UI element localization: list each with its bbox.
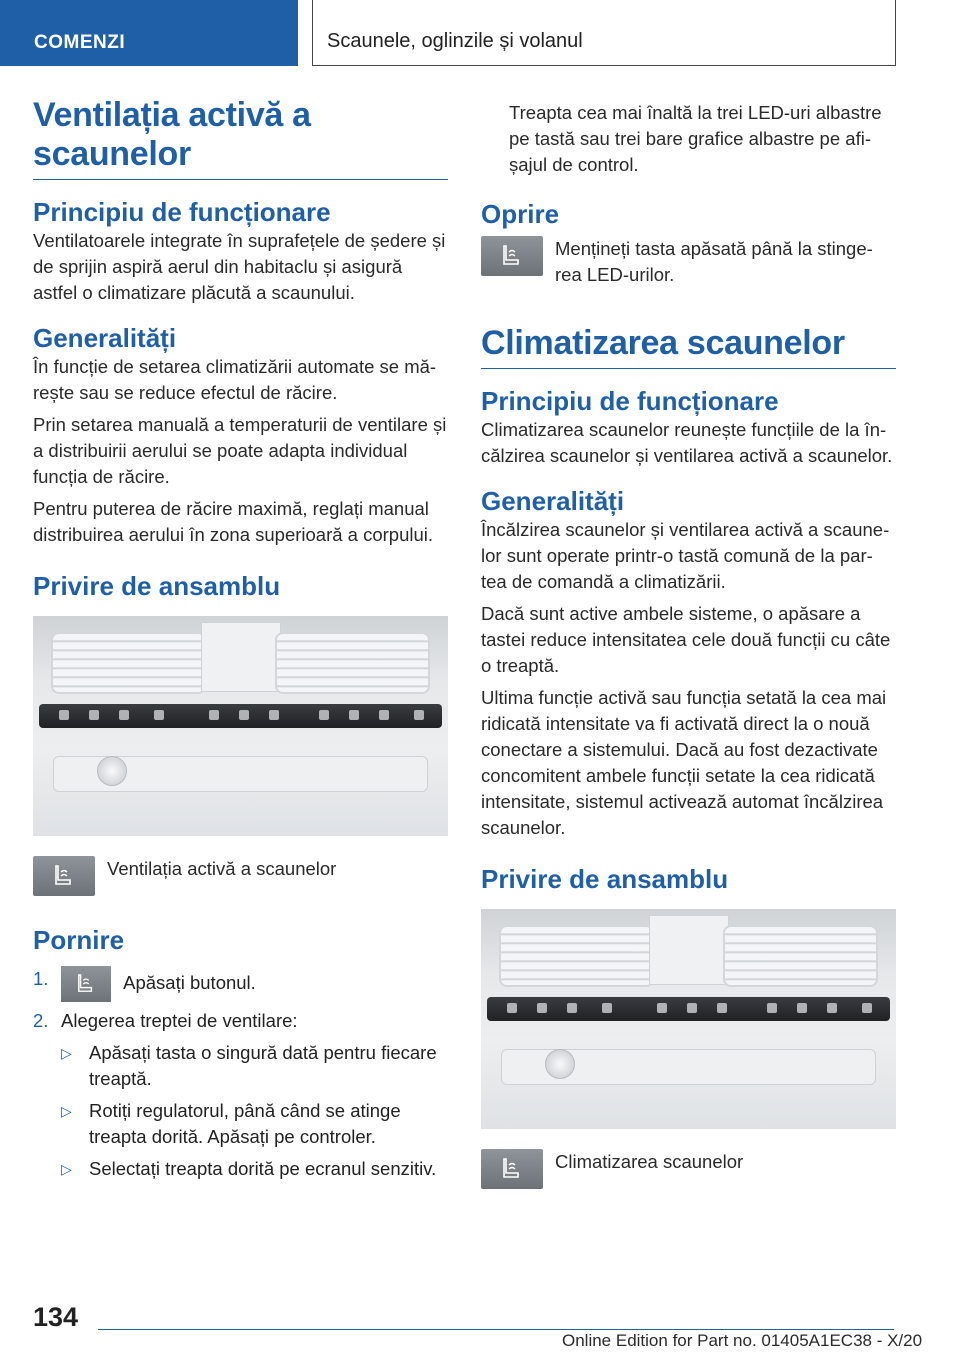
paragraph-principle: Ventilatoarele integrate în suprafețele de ședere și de sprijin aspiră aerul din habitaclu și asigură astfel o climatizare plăcută a scaunului.	[33, 230, 446, 303]
icon-caption: Ventilația activă a scaunelor	[107, 858, 337, 879]
heading-principle: Principiu de funcționare	[33, 197, 331, 227]
paragraph-top: Treapta cea mai înaltă la trei LED-uri albastre pe tastă sau trei bare grafice albastre pe afi‐ șajul de control.	[509, 102, 882, 175]
section-title-climate: Climatizarea scaunelor	[481, 324, 896, 369]
step-text: Apăsați butonul.	[123, 971, 256, 993]
air-vent-left	[51, 632, 206, 694]
section-title-ventilation: Ventilația activă a scaunelor	[33, 96, 448, 180]
triangle-bullet-icon: ▷	[61, 1161, 72, 1177]
seat-ventilation-icon	[481, 236, 543, 276]
substep: ▷ Rotiți regulatorul, până când se atinge treapta dorită. Apăsați pe controler.	[61, 1100, 401, 1147]
off-row	[481, 236, 896, 288]
air-vent-right	[275, 632, 430, 694]
icon-caption: Climatizarea scaunelor	[555, 1151, 744, 1172]
chapter-title: Scaunele, oglinzile și volanul	[312, 0, 896, 66]
triangle-bullet-icon: ▷	[61, 1045, 72, 1061]
seat-ventilation-icon	[33, 856, 95, 896]
center-trim	[201, 622, 281, 692]
icon-caption-row	[481, 1149, 896, 1189]
climate-button-strip	[487, 997, 890, 1021]
heading-general: Generalități	[33, 323, 177, 353]
right-column	[481, 100, 896, 1189]
air-vent-left	[499, 925, 654, 987]
substep: ▷ Apăsați tasta o singură dată pentru fiecare treaptă.	[61, 1042, 437, 1089]
heading-overview: Privire de ansamblu	[33, 571, 281, 601]
paragraph-general-2: Dacă sunt active ambele sisteme, o apăsare a tastei reduce intensitatea cele două funcții cu câte o treaptă.	[481, 603, 891, 676]
paragraph-general-3: Ultima funcție activă sau funcția setată la cea mai ridicată intensitate va fi activată direct la o nouă conectare a sistemului. Dacă au fost dezactivate concomitent ambele funcții setate la cea ridicată intensitate, sistemul activează automat încălzirea scaunelor.	[481, 687, 887, 838]
paragraph-general-1: În funcție de setarea climatizării automate se mă‐ rește sau se reduce efectul de răcire.	[33, 356, 437, 403]
paragraph-general-1: Încălzirea scaunelor și ventilarea activă a scaune‐ lor sunt operate printr-o tastă comună de la par‐ tea de comandă a climatizării.	[481, 519, 890, 592]
step-2	[33, 1008, 448, 1182]
paragraph-principle: Climatizarea scaunelor reunește funcțiile de la în‐ călzirea scaunelor și ventilarea activă a scaunelor.	[481, 419, 893, 466]
left-column	[33, 96, 448, 1182]
icon-caption-row	[33, 856, 448, 896]
step-number: 2.	[33, 1010, 49, 1031]
step-number: 1.	[33, 968, 49, 989]
climate-panel-photo	[481, 909, 896, 1129]
step-1	[33, 966, 448, 1002]
seat-climate-icon	[481, 1149, 543, 1189]
footer-rule	[98, 1329, 894, 1330]
heading-overview: Privire de ansamblu	[481, 864, 729, 894]
page-number: 134	[33, 1302, 79, 1332]
triangle-bullet-icon: ▷	[61, 1103, 72, 1119]
substep: ▷ Selectați treapta dorită pe ecranul senzitiv.	[61, 1156, 448, 1182]
heading-principle: Principiu de funcționare	[481, 386, 779, 416]
control-knob	[97, 756, 127, 786]
climate-panel-photo	[33, 616, 448, 836]
step-text: Alegerea treptei de ventilare:	[61, 1010, 298, 1031]
control-knob	[545, 1049, 575, 1079]
heading-off: Oprire	[481, 199, 560, 229]
heading-general: Generalități	[481, 486, 625, 516]
heading-on: Pornire	[33, 925, 125, 955]
steps-list	[33, 966, 448, 1182]
page-header	[0, 0, 960, 66]
center-trim	[649, 915, 729, 985]
seat-ventilation-icon	[61, 966, 111, 1002]
substeps-list	[61, 1040, 448, 1182]
off-text: Mențineți tasta apăsată până la stinge‐ rea LED-urilor.	[555, 238, 873, 285]
edition-note: Online Edition for Part no. 01405A1EC38 - X/20	[562, 1331, 923, 1350]
air-vent-right	[723, 925, 878, 987]
climate-button-strip	[39, 704, 442, 728]
paragraph-general-2: Prin setarea manuală a temperaturii de ventilare și a distribuirii aerului se poate adapta individual funcția de răcire.	[33, 414, 447, 487]
section-label: COMENZI	[0, 0, 298, 66]
paragraph-general-3: Pentru puterea de răcire maximă, reglați manual distribuirea aerului în zona superioară a corpului.	[33, 498, 434, 545]
